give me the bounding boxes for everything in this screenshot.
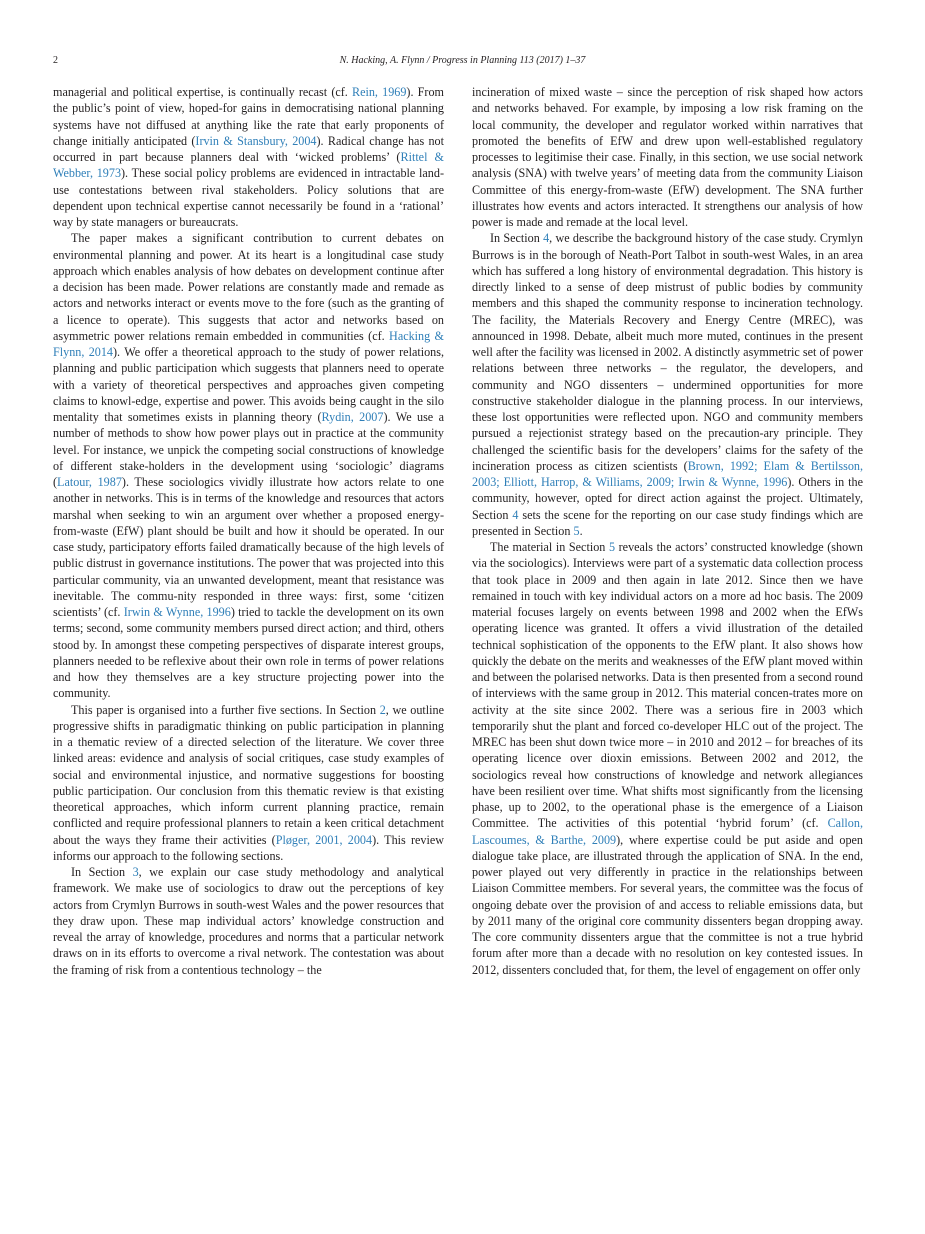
citation-link[interactable]: 2 <box>379 702 386 717</box>
paragraph-text: ). Radical change has not occurred in part because planners deal with ‘wicked problems’ ( <box>53 133 444 164</box>
citation-link[interactable]: Rein, 1969 <box>352 85 407 99</box>
right-column <box>472 84 863 978</box>
paragraph-text: ), where expertise could be put aside and open dialogue take place, are illustrated through the application of SNA. In the end, power played out very differently in practice in the relationships between Liaison Committee members. For several years, the committee was the focus of ongoing debate over the provision of and access to reliable emissions data, but by 2011 many of the original core community dissenters began dropping away. The core community dissenters argue that the committee is not a true hybrid forum after more than a decade with no resolution on key contested issues. In 2012, dissenters concluded that, for them, the level of engagement on offer only <box>472 832 863 977</box>
paragraph <box>53 864 444 978</box>
citation-link[interactable]: 5 <box>573 523 580 538</box>
paragraph-text: ). These sociologics vividly illustrate how actors relate to one another in networks. This is in terms of the knowledge and resources that actors marshal when seeking to win an argument over whether a proposed energy-from-waste (EfW) plant should be built and how it should be operated. In our case study, participatory efforts failed dramatically because of the high levels of public distrust in governance institutions. The power that was projected into this particular community, via an unwanted development, meant that resistance was inevitable. The commu-nity responded in three ways: first, some ‘citizen scientists’ (cf. <box>53 475 444 619</box>
paragraph-text: In Section <box>490 231 544 246</box>
citation-link[interactable]: Rittel & Webber, 1973 <box>53 150 444 181</box>
citation-link[interactable]: Latour, 1987 <box>57 475 122 489</box>
left-column <box>53 84 444 978</box>
paragraph <box>53 702 444 865</box>
paragraph-text: ). Others in the community, however, opted for direct action against the project. Ultimately, Section <box>472 475 863 522</box>
paragraph-text: managerial and political expertise, is continually recast (cf. <box>53 85 352 99</box>
citation-link[interactable]: 5 <box>608 540 616 554</box>
paragraph <box>472 84 863 230</box>
citation-link[interactable]: Irwin & Wynne, 1996 <box>123 605 231 619</box>
paragraph-text: incineration of mixed waste – since the perception of risk shaped how actors and networks behaved. For example, by imposing a low risk framing on the local community, the developer and regulator worked within narratives that promoted the benefits of EfW and drew upon well-established regulatory processes to legitimise their case. Finally, in this section, we use social network analysis (SNA) with twelve years’ of meeting data from the community Liaison Committee of this energy-from-waste (EfW) development. The SNA further illustrates how events and actors interacted. It strengthens our analysis of how power is made and remade at the local level. <box>472 85 863 229</box>
page-number: 2 <box>53 55 58 66</box>
citation-link[interactable]: Irvin & Stansbury, 2004 <box>195 133 317 148</box>
paragraph-text: ) tried to tackle the development on its own terms; second, some community members pursed direct action; and third, others stood by. In amongst these competing perspectives of disparate interest groups, planners needed to be reflexive about their own role in terms of power relations and how they themselves are a key structure projecting power into the community. <box>53 605 444 701</box>
citation-link[interactable]: 4 <box>512 507 519 522</box>
citation-link[interactable]: 4 <box>543 231 550 246</box>
citation-link[interactable]: Rydin, 2007 <box>321 410 384 424</box>
paragraph-text: , we outline progressive shifts in paradigmatic thinking on public participation in planning in a thematic review of a directed selection of the literature. We cover three linked areas: evidence and analysis of social critiques, case study examples of social and environmental injustice, and normative suggestions for boosting public participation. Our conclusion from this thematic review is that existing theoretical approaches, which inform current planning practice, remain conflicted and require professional planners to retain a keen critical detachment about the ways they frame their activities ( <box>53 702 445 847</box>
paragraph-text: This paper is organised into a further five sections. In Section <box>71 702 380 717</box>
paragraph-text: ). These social policy problems are evidenced in intractable land-use contestations between rival stakeholders. Policy solutions that are dependent upon technical expertise cannot necessarily be found in a ‘rational’ way by state managers or bureaucrats. <box>53 166 444 229</box>
paragraph <box>472 539 863 978</box>
paragraph-text: ). This review informs our approach to the following sections. <box>53 832 445 863</box>
citation-link[interactable]: Hacking & Flynn, 2014 <box>53 328 444 359</box>
paragraph-text: sets the scene for the reporting on our case study findings which are presented in Section <box>472 507 863 538</box>
paragraph-text: . <box>579 523 583 538</box>
paragraph-text: , we describe the background history of the case study. Crymlyn Burrows is in the borough of Neath-Port Talbot in south-west Wales, in an area which has suffered a long history of environmental degradation. This history is directly linked to a sense of deep mistrust of public bodies by community members and this shaped the community response to incineration technology. The facility, the Materials Recovery and Energy Centre (MREC), was announced in 1998. Debate, albeit much more muted, continues in the present well after the facility was licensed in 2002. A distinctly asymmetric set of power relations between three networks – the regulator, the developers, and community and NGO dissenters – undermined opportunities for more constructive stakeholder dialogue in the planning process. In our interviews, these lost opportunities were reflected upon. NGO and community members pursued a rejectionist strategy based on the precaution-ary principle. They challenged the scientific basis for the developers’ claims for the safety of the incineration process as citizen scientists ( <box>472 231 863 473</box>
citation-link[interactable]: Brown, 1992; Elam & Bertilsson, 2003; Elliott, Harrop, & Williams, 2009; Irwin & Wynne, 1996 <box>472 458 864 489</box>
running-head: N. Hacking, A. Flynn / Progress in Planning 113 (2017) 1–37 <box>339 55 586 66</box>
paragraph <box>53 230 444 701</box>
citation-link[interactable]: 3 <box>132 865 139 879</box>
paragraph <box>53 84 444 230</box>
citation-link[interactable]: Callon, Lascoumes, & Barthe, 2009 <box>472 816 863 847</box>
paragraph-text: ). We offer a theoretical approach to the study of power relations, planning and public participation which suggests that planners need to operate with a variety of theoretical perspectives and approaches given competing claims to knowl-edge, expertise and power. This avoids being caught in the silo mentality that sometimes exists in planning theory ( <box>53 345 444 424</box>
paragraph-text: In Section <box>71 865 133 879</box>
paragraph-text: reveals the actors’ constructed knowledge (shown via the sociologics). Interviews were part of a systematic data collection process that took place in 2009 and then again in late 2012. Since then we have remained in touch with key individual actors on a more ad hoc basis. The 2009 material focuses largely on events between 1998 and 2002 when the EfWs operating licence was granted. It offers a vivid illustration of the detailed technical sophistication of the opponents to the EfW plant. It also shows how quickly the debate on the merits and weaknesses of the EfW plant moved within and between the polarised networks. Data is then presented from a second round of interviews with the same group in 2012. This material concen-trates more on activity at the site since 2002. There was a serious fire in 2003 which temporarily shut the plant and forced co-developer HLC out of the project. The MREC has been shut down twice more – in 2010 and 2012 – for breaches of its operating licence over dioxin emissions. Between 2002 and 2012, the sociologics reveal how constructions of knowledge and network allegiances have been resilient over time. What shifts most significantly from the licensing phase, up to 2002, to the operational phase is the emergence of a Liaison Committee. The activities of this potential ‘hybrid forum’ (cf. <box>472 540 863 831</box>
running-header <box>53 55 872 71</box>
paragraph-text: , we explain our case study methodology and analytical framework. We make use of sociologics to draw out the perceptions of key actors from Crymlyn Burrows in south-west Wales and the power resources that they draw upon. These map individual actors’ knowledge construction and reveal the array of knowledge, procedures and norms that a particular network draws on in its efforts to overcome a rival network. The contestation was about the framing of risk from a contentious technology – the <box>53 865 444 977</box>
paragraph-text: ). From the public’s point of view, hoped-for gains in democratising national planning systems have not diffused at anything like the rate that early proponents of change initially anticipated ( <box>53 85 444 148</box>
paragraph-text: ). We use a number of methods to show how power plays out in practice at the community level. For instance, we unpick the competing social constructions of knowledge of different stake-holders in the development using ‘sociologic’ diagrams ( <box>53 410 444 489</box>
paragraph-text: The material in Section <box>490 540 609 554</box>
citation-link[interactable]: Pløger, 2001, 2004 <box>275 832 373 847</box>
paragraph-text: The paper makes a significant contribution to current debates on environmental planning and power. At its heart is a longitudinal case study approach which enables analysis of how debates on development continue after a decision has been made. Power relations are constantly made and remade as actors and networks interact or events move to the fore (such as the granting of a licence to operate). This suggests that actor and networks based on asymmetric power relations remain embedded in communities (cf. <box>53 231 444 343</box>
paragraph <box>472 230 863 539</box>
